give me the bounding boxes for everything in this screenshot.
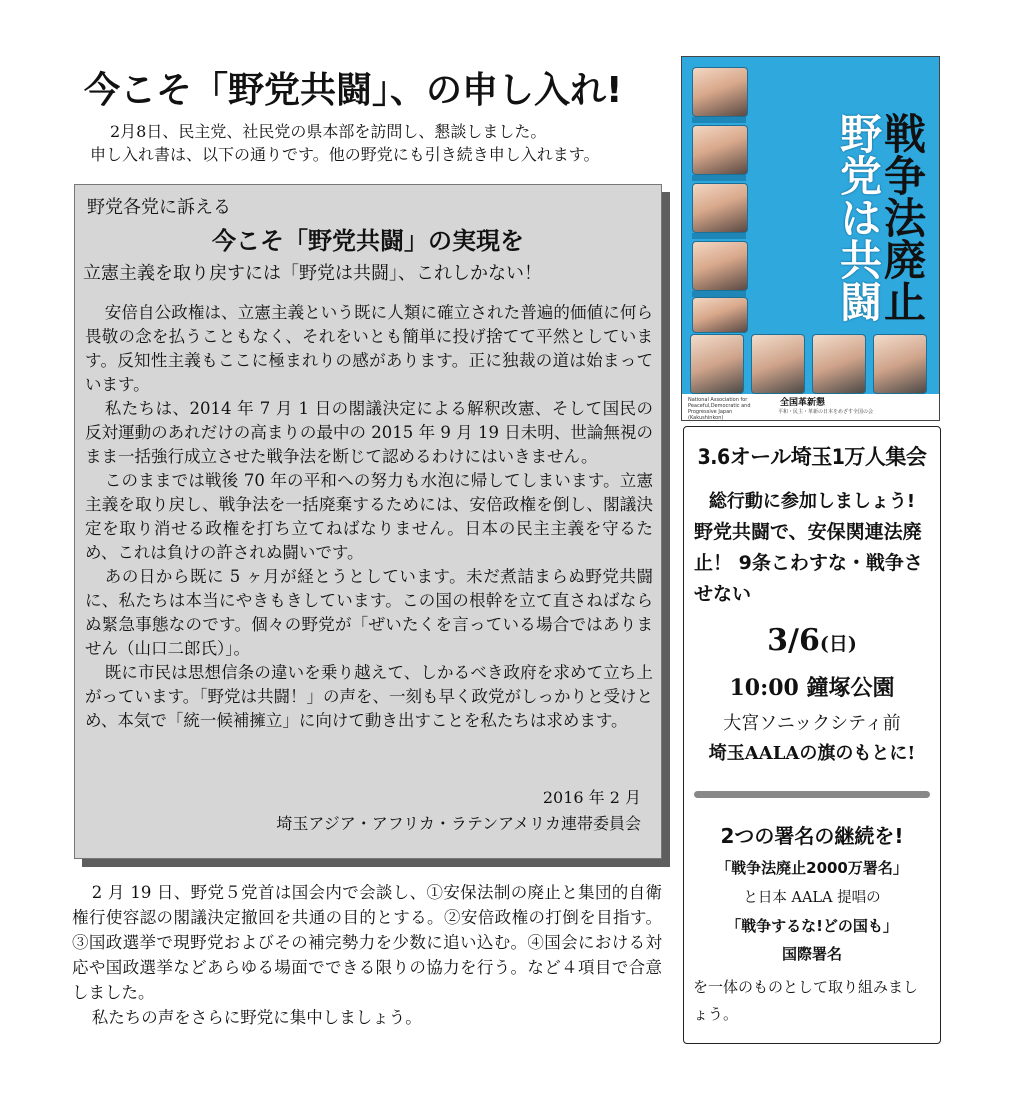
signature-campaign: 国際署名	[781, 945, 842, 963]
appeal-lead: 野党各党に訴える	[87, 197, 231, 218]
appeal-paragraph: あの日から既に 5 ヶ月が経とうとしています。未だ煮詰まらぬ野党共闘に、私たちは本当にやきもきしています。この国の根幹を立て直さねばならぬ緊急事態なのです。個々の野党が「ぜいたくを言っている場合ではありません（山口二郎氏）」。	[85, 567, 653, 658]
portrait-photo	[690, 334, 744, 394]
portrait-photo	[692, 125, 748, 175]
poster-image	[681, 56, 940, 421]
portrait-photo	[692, 67, 748, 117]
portrait-photo	[692, 183, 748, 233]
poster-heading-left	[834, 67, 884, 367]
caption-bar	[692, 233, 746, 239]
signature-note: と日本 AALA 提唱の	[743, 890, 881, 906]
rally-call: 総行動に参加しましょう!	[708, 491, 916, 512]
intro-text	[90, 120, 670, 166]
appeal-box	[74, 184, 662, 859]
appeal-subtitle: 立憲主義を取り戻すには「野党は共闘」、これしかない！	[83, 263, 542, 284]
intro-line: 申し入れ書は、以下の通りです。他の野党にも引き続き申し入れます。	[90, 145, 600, 164]
poster-org-english: National Association for Peaceful,Democratic and Progressive Japan (Kakushinkon)	[688, 397, 751, 421]
caption-bar	[692, 175, 746, 181]
bottom-text	[72, 880, 662, 1030]
rally-date	[684, 623, 940, 658]
rally-slogan: 野党共闘で、安保関連法廃止！ 9条こわすな・戦争させない	[694, 521, 923, 605]
signature-campaign: 「戦争法廃止2000万署名」	[716, 859, 908, 877]
rally-title: 3.6オール埼玉1万人集会	[697, 445, 927, 469]
signature-closing: を一体のものとして取り組みましょう。	[693, 978, 919, 1023]
portrait-photo	[692, 297, 748, 333]
appeal-paragraph: 安倍自公政権は、立憲主義という既に人類に確立された普遍的価値に何ら畏敬の念を払うこともなく、それをいとも簡単に投げ捨てて平然としています。反知性主義もここに極まれりの感があります。正に独裁の道は始まっています。	[85, 303, 653, 394]
divider	[694, 791, 930, 798]
poster-org-name: 全国革新懇	[780, 398, 826, 408]
appeal-paragraph: 私たちは、2014 年 7 月 1 日の閣議決定による解釈改憲、そして国民の反対運動のあれだけの高まりの最中の 2015 年 9 月 19 日未明、世論無視のまま一括強行成立させた戦争法を断じて認めるわけにはいきません。	[85, 399, 653, 466]
bottom-paragraph: 私たちの声をさらに野党に集中しましょう。	[91, 1008, 422, 1027]
poster-heading-text: 戦争法廃止	[878, 112, 927, 322]
rally-flag: 埼玉AALAの旗のもとに!	[708, 743, 916, 764]
intro-line: 2月8日、民主党、社民党の県本部を訪問し、懇談しました。	[110, 122, 547, 141]
poster-footer	[682, 394, 939, 420]
rally-box	[683, 426, 941, 1044]
rally-date-day: (日)	[819, 633, 857, 655]
rally-time-place: 10:00 鐘塚公園	[729, 675, 895, 701]
caption-bar	[692, 117, 746, 123]
signature-campaign: 「戦争するな!どの国も」	[726, 917, 898, 935]
bottom-paragraph: 2 月 19 日、野党５党首は国会内で会談し、①安保法制の廃止と集団的自衛権行使容認の閣議決定撤回を共通の目的とする。②安倍政権の打倒を目指す。③国政選挙で現野党およびその補完勢力を少数に追い込む。④国会における対応や国政選挙などあらゆる場面でできる限りの協力を行う。など４項目で合意しました。	[72, 883, 662, 1002]
page-title: 今こそ「野党共闘」、の申し入れ!	[84, 70, 623, 111]
poster-org-sub: 平和・民主・革新の日本をめざす全国の会	[778, 409, 874, 415]
appeal-paragraph: 既に市民は思想信条の違いを乗り越えて、しかるべき政府を求めて立ち上がっています。「野党は共闘！」の声を、一刻も早く政党がしっかりと受けとめ、本気で「統一候補擁立」に向けて動き出すことを私たちは求めます。	[85, 663, 653, 730]
rally-date-main: 3/6	[767, 623, 820, 658]
appeal-date: 2016 年 2 月	[542, 788, 641, 807]
portrait-photo	[751, 334, 805, 394]
poster-heading-text: 野党は共闘	[834, 112, 883, 322]
rally-place: 大宮ソニックシティ前	[723, 713, 901, 734]
signature-title: 2つの署名の継続を!	[720, 824, 904, 848]
appeal-signature: 埼玉アジア・アフリカ・ラテンアメリカ連帯委員会	[276, 814, 641, 833]
portrait-photo	[692, 241, 748, 291]
poster-heading-right	[878, 67, 928, 367]
appeal-body	[85, 301, 653, 733]
appeal-paragraph: このままでは戦後 70 年の平和への努力も水泡に帰してしまいます。立憲主義を取り戻し、戦争法を一括廃棄するためには、安倍政権を倒し、閣議決定を取り消せる政権を打ち立てねばなりません。日本の民主主義を守るため、これは負けの許されぬ闘いです。	[85, 471, 653, 562]
appeal-title: 今こそ「野党共闘」の実現を	[212, 227, 524, 255]
